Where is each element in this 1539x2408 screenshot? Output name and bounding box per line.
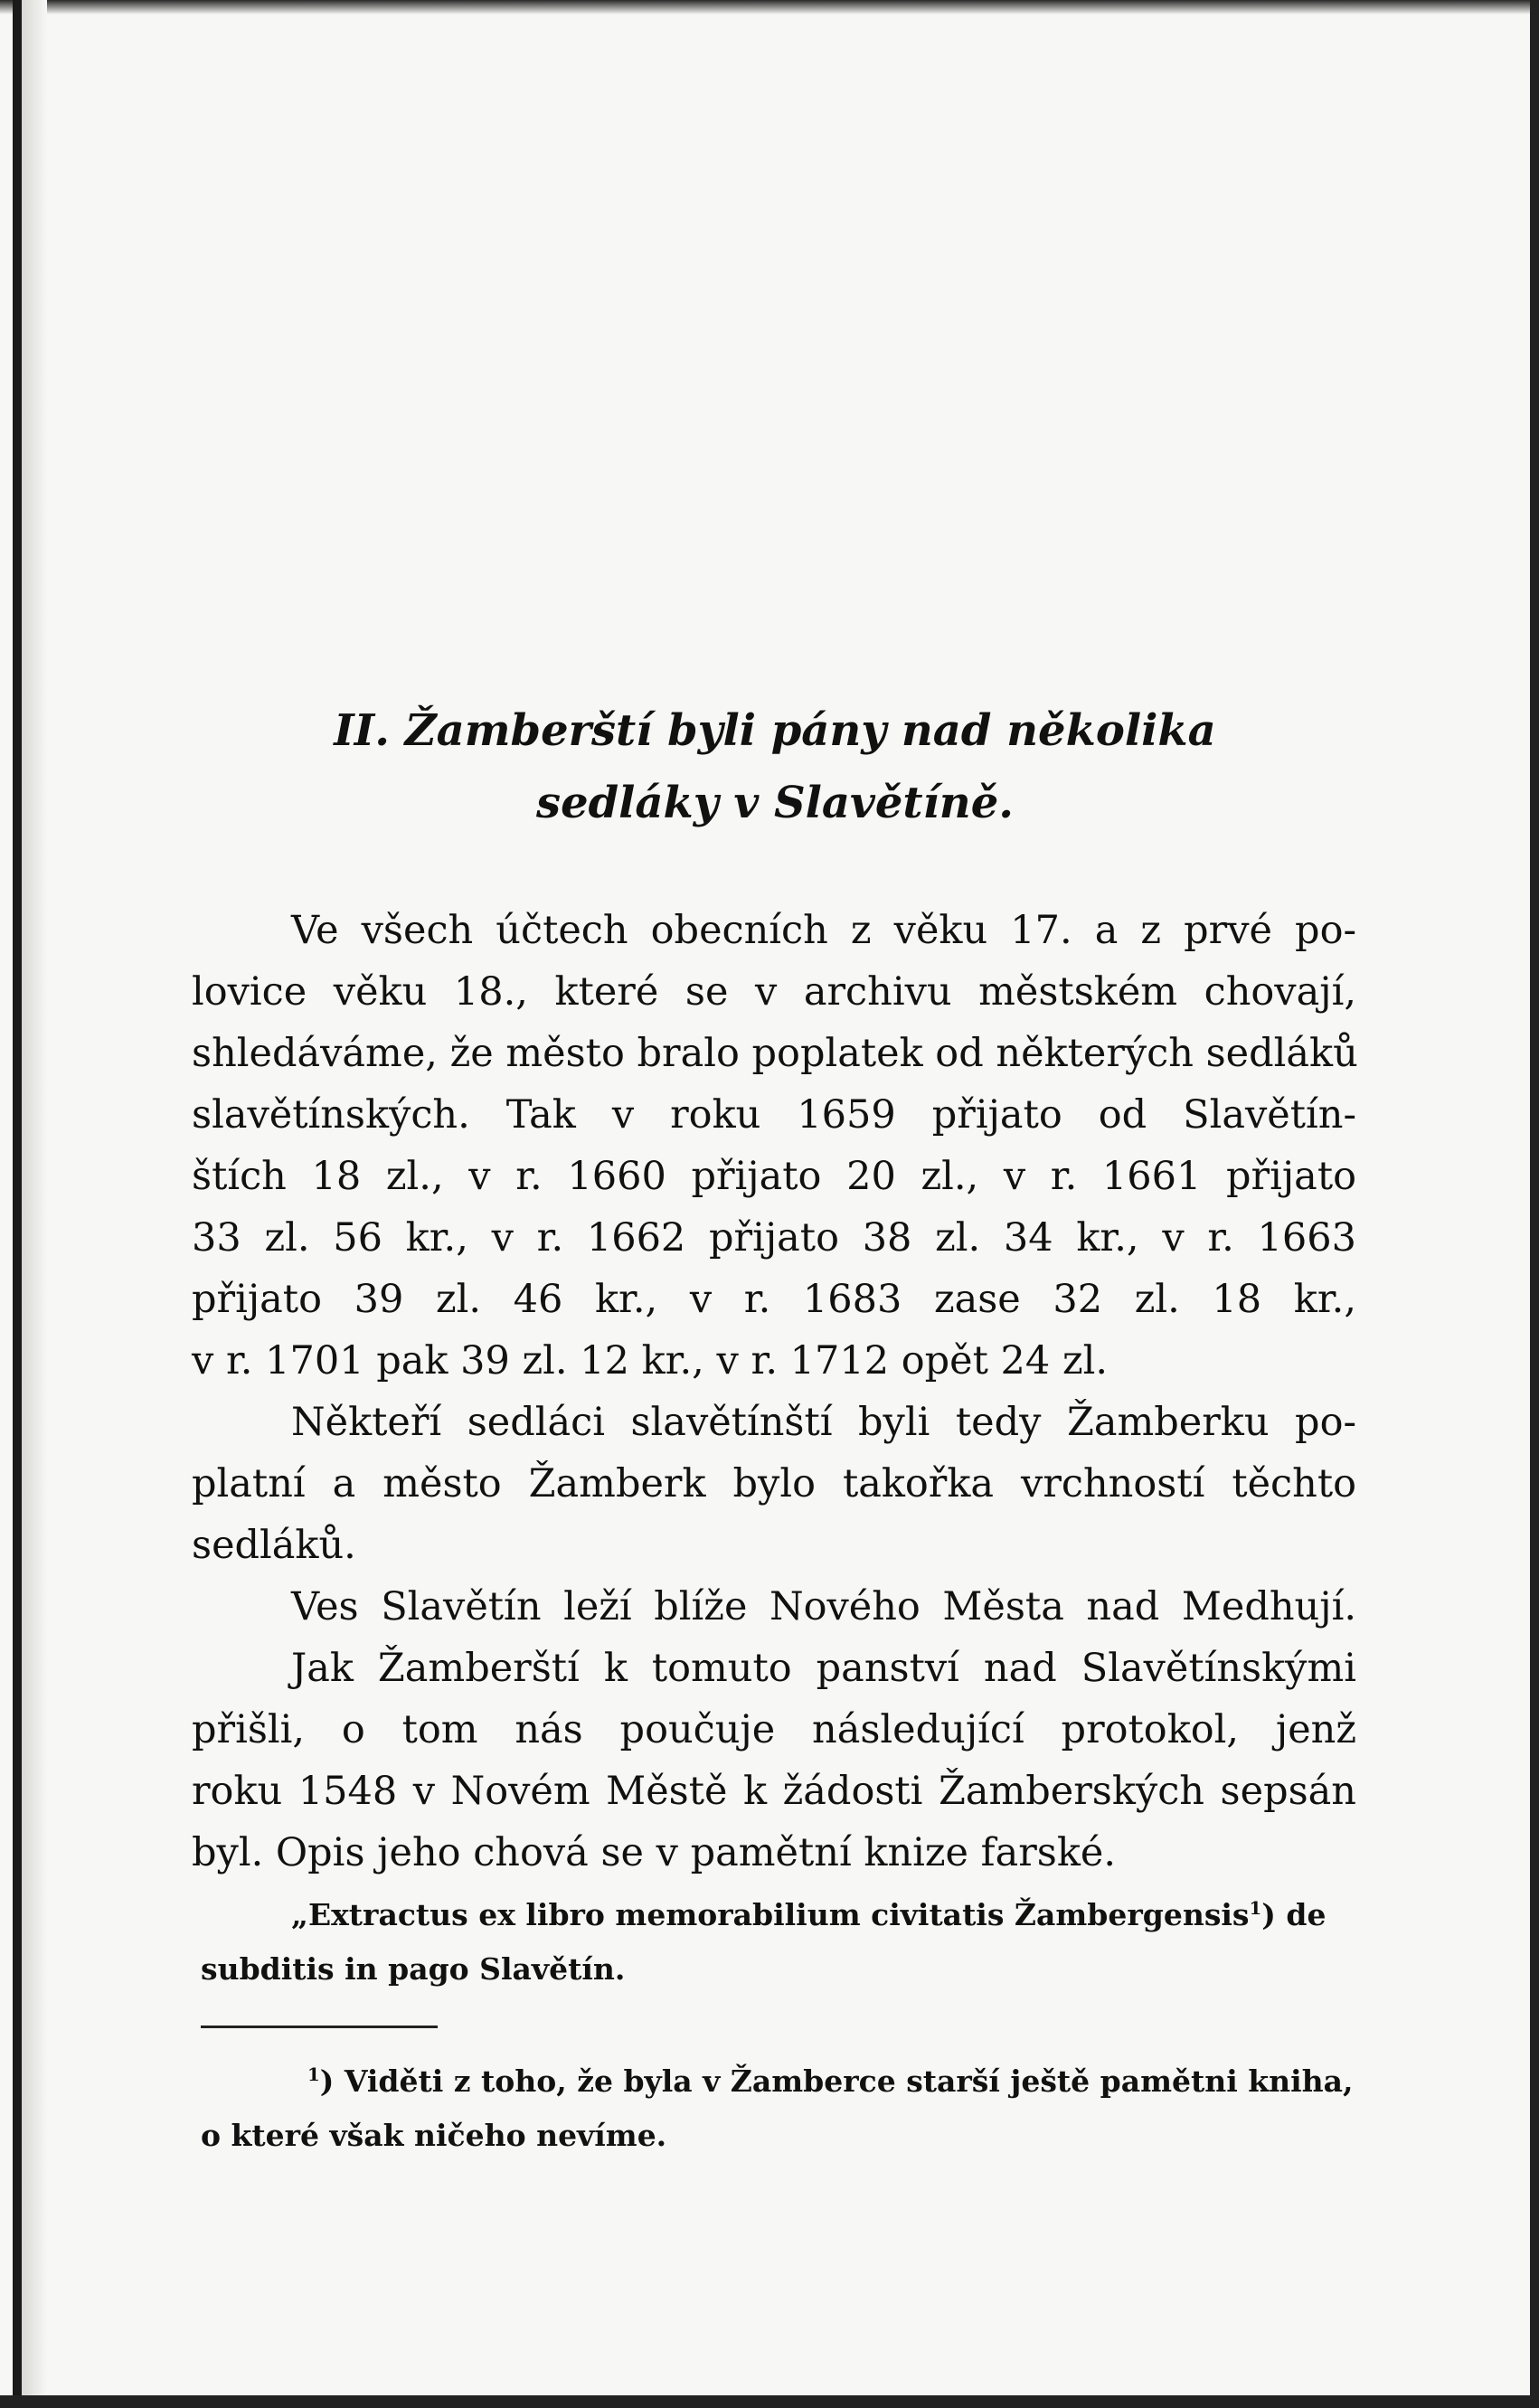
footnote-line [307,2063,1354,2099]
page-binding-shadow [22,0,47,2408]
page-binding-edge [13,0,22,2408]
quote-line: subditis in pago Slavětín. [201,1951,626,1987]
body-line: roku 1548 v Novém Městě k žádosti Žamberských sepsán [192,1769,1356,1814]
quote-line-tail: ) de [1261,1897,1327,1932]
quote-footnote-mark: 1 [1249,1897,1262,1919]
body-line: 33 zl. 56 kr., v r. 1662 přijato 38 zl. 34 kr., v r. 1663 [192,1215,1356,1261]
page-top-edge [0,0,1539,14]
body-line: sedláků. [192,1523,356,1568]
body-line: lovice věku 18., které se v archivu městském chovají, [192,969,1356,1015]
page-bottom-edge [0,2395,1539,2408]
body-line: byl. Opis jeho chová se v pamětní knize farské. [192,1830,1117,1875]
chapter-heading-line-1: II. Žamberští byli pány nad několika [334,705,1216,756]
body-line: Někteří sedláci slavětínští byli tedy Žamberku po- [291,1400,1356,1445]
chapter-heading-line-2: sedláky v Slavětíně. [536,778,1014,828]
body-line: slavětínských. Tak v roku 1659 přijato od Slavětín- [192,1092,1356,1138]
body-line: platní a město Žamberk bylo takořka vrchností těchto [192,1461,1356,1506]
footnote-divider [201,2026,438,2028]
body-line: Ves Slavětín leží blíže Nového Města nad Medhují. [291,1584,1356,1629]
page-right-edge [1530,0,1539,2408]
quote-line-text: „Extractus ex libro memorabilium civitatis Žambergensis [291,1897,1250,1932]
body-line: přišli, o tom nás poučuje následující protokol, jenž [192,1707,1356,1752]
body-line: štích 18 zl., v r. 1660 přijato 20 zl., v r. 1661 přijato [192,1154,1356,1199]
quote-line [291,1897,1326,1932]
footnote-mark: 1 [307,2063,320,2085]
body-line: v r. 1701 pak 39 zl. 12 kr., v r. 1712 opět 24 zl. [192,1338,1109,1383]
body-line: Ve všech účtech obecních z věku 17. a z prvé po- [291,908,1356,953]
footnote-text: ) Viděti z toho, že byla v Žamberce starší ještě pamětni kniha, [319,2063,1354,2099]
footnote-line: o které však ničeho nevíme. [201,2118,667,2153]
body-line: přijato 39 zl. 46 kr., v r. 1683 zase 32 zl. 18 kr., [192,1277,1356,1322]
body-line: Jak Žamberští k tomuto panství nad Slavětínskými [291,1646,1356,1691]
body-line: shledáváme, že město bralo poplatek od některých sedláků [192,1031,1358,1076]
